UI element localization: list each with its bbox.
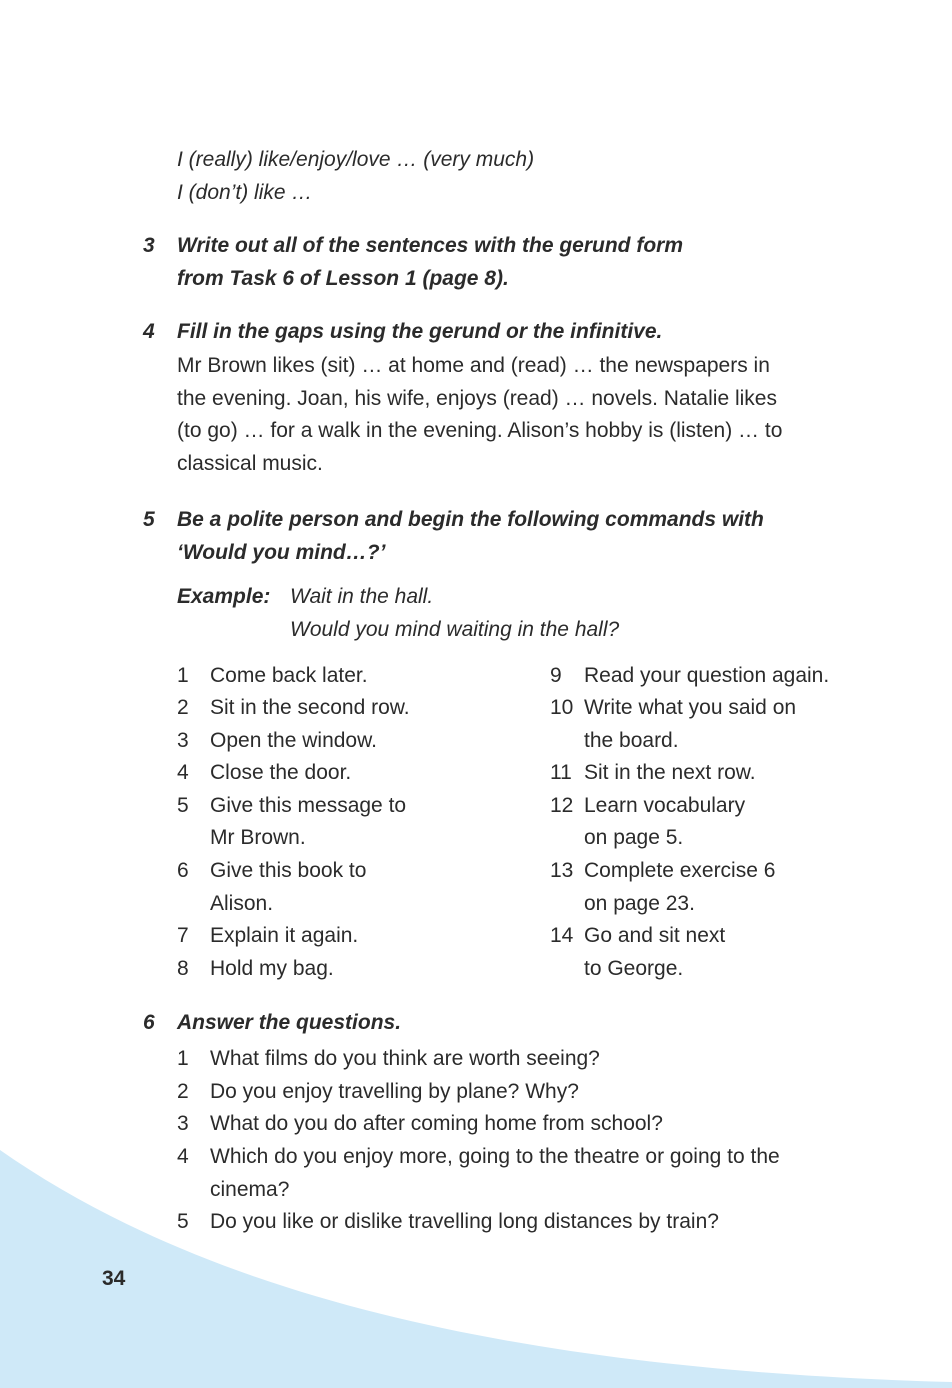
list-item-number: 3: [177, 729, 189, 752]
list-item-number: 10: [550, 696, 574, 719]
list-item: Complete exercise 6: [584, 859, 776, 882]
question-number: 2: [177, 1080, 189, 1103]
list-item: Read your question again.: [584, 664, 830, 687]
list-item-number: 4: [177, 761, 189, 784]
task-4-number: 4: [143, 320, 155, 343]
intro-line-1: I (really) like/enjoy/love … (very much): [177, 148, 535, 171]
task-6-instruction: Answer the questions.: [177, 1011, 402, 1034]
question: Do you like or dislike travelling long distances by train?: [210, 1210, 719, 1233]
list-item-number: 2: [177, 696, 189, 719]
list-item-number: 9: [550, 664, 562, 687]
task-5-instruction-1: Be a polite person and begin the following commands with: [177, 508, 764, 531]
question-number: 3: [177, 1112, 189, 1135]
list-item-continuation: on page 23.: [584, 892, 695, 915]
task-4-text-line: Mr Brown likes (sit) … at home and (read) … the newspapers in: [177, 354, 770, 377]
question-continuation: cinema?: [210, 1178, 290, 1201]
question-number: 5: [177, 1210, 189, 1233]
list-item: Close the door.: [210, 761, 352, 784]
list-item: Learn vocabulary: [584, 794, 746, 817]
list-item-continuation: on page 5.: [584, 826, 684, 849]
list-item-continuation: Mr Brown.: [210, 826, 306, 849]
list-item-number: 14: [550, 924, 574, 947]
question-number: 4: [177, 1145, 189, 1168]
list-item-number: 11: [550, 761, 572, 784]
task-4-instruction: Fill in the gaps using the gerund or the infinitive.: [177, 320, 663, 343]
list-item-number: 7: [177, 924, 189, 947]
list-item-number: 1: [177, 664, 189, 687]
question: Do you enjoy travelling by plane? Why?: [210, 1080, 579, 1103]
list-item-number: 6: [177, 859, 189, 882]
task-4-text-line: classical music.: [177, 452, 323, 475]
list-item: Go and sit next: [584, 924, 726, 947]
task-3-instruction-1: Write out all of the sentences with the gerund form: [177, 234, 683, 257]
task-4-text-line: (to go) … for a walk in the evening. Alison’s hobby is (listen) … to: [177, 419, 783, 442]
list-item-number: 12: [550, 794, 574, 817]
list-item: Hold my bag.: [210, 957, 334, 980]
question: Which do you enjoy more, going to the theatre or going to the: [210, 1145, 780, 1168]
question: What films do you think are worth seeing?: [210, 1047, 600, 1070]
list-item: Sit in the second row.: [210, 696, 410, 719]
list-item: Write what you said on: [584, 696, 797, 719]
list-item: Open the window.: [210, 729, 377, 752]
list-item-number: 13: [550, 859, 574, 882]
list-item: Give this message to: [210, 794, 407, 817]
example-label: Example:: [177, 585, 271, 608]
task-3-instruction-2: from Task 6 of Lesson 1 (page 8).: [177, 267, 509, 290]
list-item-number: 5: [177, 794, 189, 817]
list-item-number: 8: [177, 957, 189, 980]
example-line-2: Would you mind waiting in the hall?: [290, 618, 620, 641]
page-number: 34: [102, 1267, 126, 1290]
list-item-continuation: the board.: [584, 729, 679, 752]
list-item: Come back later.: [210, 664, 368, 687]
task-4-text-line: the evening. Joan, his wife, enjoys (read) … novels. Natalie likes: [177, 387, 777, 410]
task-5-number: 5: [143, 508, 155, 531]
list-item: Sit in the next row.: [584, 761, 756, 784]
list-item-continuation: to George.: [584, 957, 684, 980]
list-item: Give this book to: [210, 859, 367, 882]
list-item-continuation: Alison.: [210, 892, 274, 915]
list-item: Explain it again.: [210, 924, 359, 947]
question: What do you do after coming home from school?: [210, 1112, 663, 1135]
example-line-1: Wait in the hall.: [290, 585, 434, 608]
intro-line-2: I (don’t) like …: [177, 181, 313, 204]
question-number: 1: [177, 1047, 189, 1070]
task-3-number: 3: [143, 234, 155, 257]
task-5-instruction-2: ‘Would you mind…?’: [177, 541, 386, 564]
task-6-number: 6: [143, 1011, 155, 1034]
